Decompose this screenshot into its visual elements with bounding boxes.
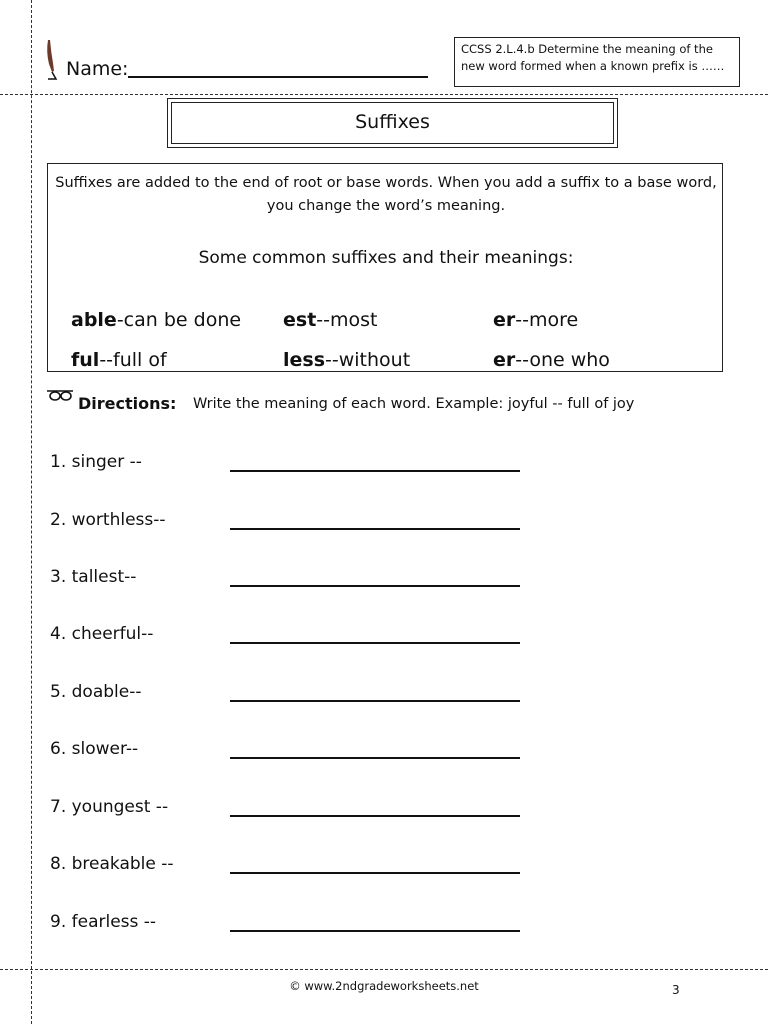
suffix-entry — [71, 349, 167, 371]
answer-line[interactable] — [230, 585, 520, 587]
suffix-entry — [283, 309, 377, 331]
suffix-entry — [283, 349, 410, 371]
directions-text: Write the meaning of each word. Example: joyful -- full of joy — [193, 396, 635, 412]
answer-line[interactable] — [230, 528, 520, 530]
exercise-item: 3. tallest-- — [50, 567, 137, 587]
answer-line[interactable] — [230, 642, 520, 644]
answer-line[interactable] — [230, 930, 520, 932]
page-number: 3 — [672, 983, 680, 997]
pencil-icon — [44, 38, 66, 80]
worksheet-title: Suffixes — [171, 102, 614, 144]
exercise-item: 6. slower-- — [50, 739, 139, 759]
suffix-word: er — [493, 349, 516, 371]
exercise-item: 2. worthless-- — [50, 510, 166, 530]
intro-text: Suffixes are added to the end of root or base words. When you add a suffix to a base word, you change the word’s meaning. — [55, 175, 717, 214]
answer-line[interactable] — [230, 757, 520, 759]
footer-credit: © www.2ndgradeworksheets.net — [289, 979, 479, 993]
suffix-word: er — [493, 309, 516, 331]
suffix-meaning: --without — [325, 349, 411, 371]
title-box — [167, 98, 618, 148]
directions-label: Directions: — [78, 394, 177, 413]
exercise-item: 4. cheerful-- — [50, 624, 154, 644]
suffix-word: less — [283, 349, 326, 371]
exercise-item: 9. fearless -- — [50, 912, 157, 932]
suffix-info-box — [47, 163, 723, 372]
standard-box: CCSS 2.L.4.b Determine the meaning of the new word formed when a known prefix is …… — [454, 37, 740, 87]
answer-line[interactable] — [230, 872, 520, 874]
left-cut-line — [31, 0, 32, 1024]
top-cut-line — [0, 94, 768, 95]
common-suffixes-heading: Some common suffixes and their meanings: — [198, 248, 574, 268]
suffix-meaning: --full of — [99, 349, 167, 371]
name-field-line[interactable] — [128, 76, 428, 78]
exercise-item: 5. doable-- — [50, 682, 142, 702]
suffix-meaning: --most — [316, 309, 378, 331]
glasses-icon — [46, 388, 74, 402]
bottom-cut-line — [0, 969, 768, 970]
suffix-entry — [493, 349, 610, 371]
suffix-meaning: --one who — [515, 349, 610, 371]
answer-line[interactable] — [230, 815, 520, 817]
exercise-item: 1. singer -- — [50, 452, 142, 472]
exercise-item: 7. youngest -- — [50, 797, 169, 817]
suffix-entry — [493, 309, 578, 331]
suffix-word: ful — [71, 349, 100, 371]
suffix-meaning: --more — [515, 309, 579, 331]
suffix-entry — [71, 309, 241, 331]
suffix-word: est — [283, 309, 317, 331]
answer-line[interactable] — [230, 470, 520, 472]
name-label: Name: — [66, 58, 129, 80]
suffix-meaning: -can be done — [116, 309, 242, 331]
answer-line[interactable] — [230, 700, 520, 702]
suffix-word: able — [71, 309, 117, 331]
exercise-item: 8. breakable -- — [50, 854, 174, 874]
